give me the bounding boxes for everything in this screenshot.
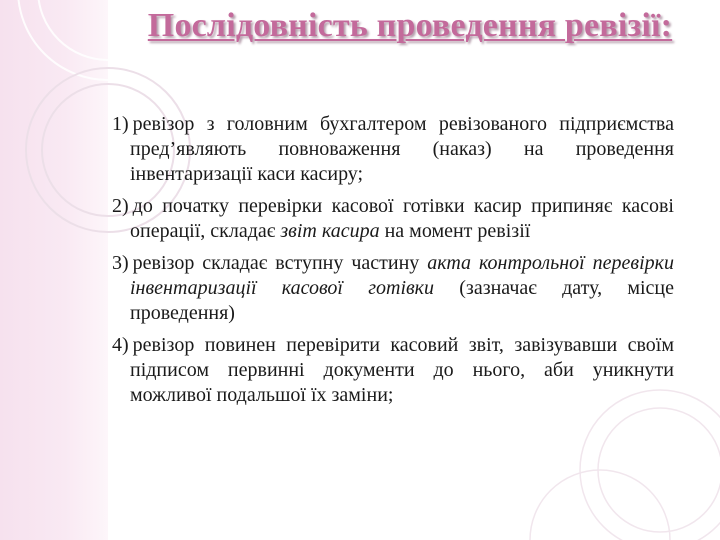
list-item — [112, 194, 674, 244]
procedure-list — [112, 112, 674, 415]
list-item — [112, 251, 674, 326]
item-text: (зазначає дату, місце проведення) — [130, 277, 674, 324]
item-text: ревізор складає вступну частину — [132, 252, 428, 274]
item-number: 4) — [112, 334, 129, 356]
item-text: до початку перевірки касової готівки касир припиняє касові операції, складає — [130, 195, 674, 242]
list-item — [112, 112, 674, 187]
item-text-italic: акта контрольної перевірки інвентаризації касової готівки — [130, 252, 675, 299]
item-text-italic: звіт касира — [280, 220, 380, 242]
item-number: 3) — [112, 252, 129, 274]
decorative-left-band — [0, 0, 108, 540]
slide-title: Послідовність проведення ревізії: — [147, 7, 673, 44]
item-text: на момент ревізії — [379, 220, 531, 242]
item-text: ревізор повинен перевірити касовий звіт, завізувавши своїм підписом первинні документи до нього, аби уникнути можливої подальшої їх заміни; — [130, 334, 674, 406]
item-text: ревізор з головним бухгалтером ревізованого підприємства пред’являють повноваження (наказ) на проведення інвентаризації каси касиру; — [130, 113, 674, 185]
item-number: 2) — [112, 195, 129, 217]
list-item — [112, 333, 674, 408]
item-number: 1) — [112, 113, 129, 135]
